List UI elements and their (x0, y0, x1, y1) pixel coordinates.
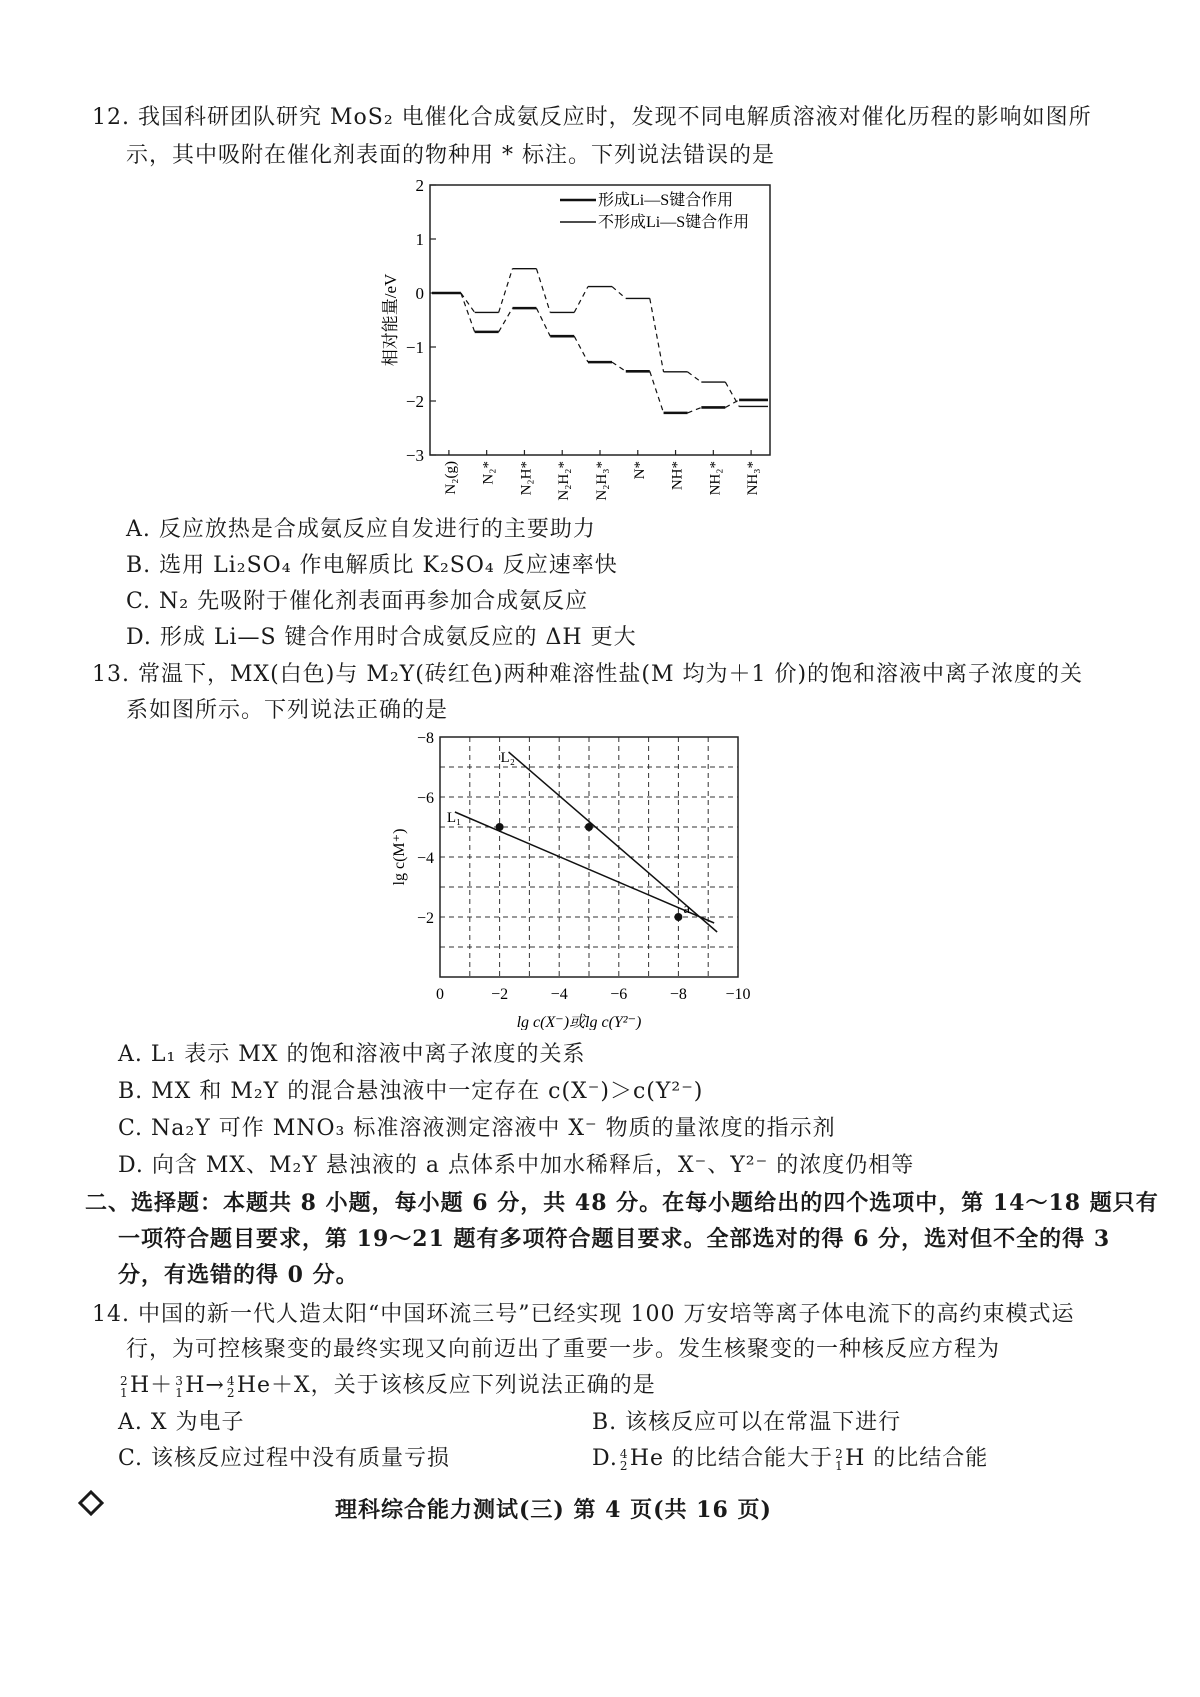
q13-stem-line2: 系如图所示。下列说法正确的是 (126, 698, 449, 723)
series-1-connector (612, 362, 626, 371)
series-2-connector (574, 287, 588, 313)
series-2-connector (536, 269, 550, 313)
line-1-label: L₁ (446, 810, 462, 826)
q13-option-b: B. MX 和 M₂Y 的混合悬浊液中一定存在 c(X⁻)＞c(Y²⁻) (118, 1079, 704, 1104)
series-2-connector (650, 298, 664, 371)
q13-option-c: C. Na₂Y 可作 MNO₃ 标准溶液测定溶液中 X⁻ 物质的量浓度的指示剂 (118, 1116, 836, 1141)
x-tick-label: 0 (436, 986, 444, 1003)
q14-stem-line2: 行，为可控核聚变的最终实现又向前迈出了重要一步。发生核聚变的一种核反应方程为 (126, 1337, 1001, 1362)
y-axis-label: 相对能量/eV (381, 273, 400, 367)
y-tick-label: 2 (415, 176, 424, 195)
q12-option-c: C. N₂ 先吸附于催化剂表面再参加合成氨反应 (126, 589, 589, 614)
x-tick-label: NH₃* (745, 461, 762, 496)
point-label: a (683, 901, 691, 917)
series-2-connector (688, 372, 702, 382)
q14-stem-line3 (118, 1368, 656, 1399)
q12-stem-line1: 12. 我国科研团队研究 MoS₂ 电催化合成氨反应时，发现不同电解质溶液对催化历程的影响如图所 (92, 105, 1092, 130)
x-tick-label: N₂* (480, 461, 497, 485)
x-tick-label: N₂(g) (442, 461, 459, 495)
q12-option-d: D. 形成 Li—S 键合作用时合成氨反应的 ΔH 更大 (126, 625, 637, 650)
q13-option-a: A. L₁ 表示 MX 的饱和溶液中离子浓度的关系 (118, 1042, 586, 1067)
y-tick-label: −3 (405, 446, 424, 465)
x-tick-label: −10 (725, 986, 751, 1003)
y-tick-label: −1 (405, 338, 424, 357)
x-tick-label: −8 (669, 986, 687, 1003)
q13-option-d: D. 向含 MX、M₂Y 悬浊液的 a 点体系中加水稀释后，X⁻、Y²⁻ 的浓度仍相等 (118, 1153, 915, 1178)
x-tick-label: NH* (669, 461, 686, 491)
y-tick-label: −6 (416, 790, 434, 807)
y-axis-label: lg c(M⁺) (391, 828, 408, 886)
legend-label: 不形成Li—S键合作用 (598, 214, 750, 231)
q14-option-d: D. 4 2 He 的比结合能大于 2 1 H 的比结合能 (592, 1446, 989, 1473)
x-tick-label: N₂H* (518, 461, 535, 496)
q12-option-b: B. 选用 Li₂SO₄ 作电解质比 K₂SO₄ 反应速率快 (126, 553, 618, 578)
legend-label: 形成Li—S键合作用 (598, 192, 734, 209)
x-tick-label: N₂H₂* (556, 461, 573, 501)
y-tick-label: −2 (405, 392, 424, 411)
series-1-connector (461, 293, 475, 332)
q14-stem-tail: 关于该核反应下列说法正确的是 (333, 1373, 656, 1398)
x-tick-label: N* (631, 461, 648, 480)
series-2-connector (612, 287, 626, 299)
page-footer: 理科综合能力测试(三) 第 4 页(共 16 页) (335, 1497, 772, 1523)
line-1 (455, 812, 714, 923)
diamond-icon (78, 1490, 104, 1516)
series-1-connector (725, 400, 739, 408)
q12-stem-line2: 示，其中吸附在催化剂表面的物种用 * 标注。下列说法错误的是 (126, 143, 775, 168)
series-1-connector (574, 336, 588, 362)
series-1-connector (499, 308, 513, 332)
series-2-connector (725, 382, 739, 406)
line-2-label: L₂ (500, 750, 515, 766)
q14-option-b: B. 该核反应可以在常温下进行 (592, 1410, 902, 1435)
y-tick-label: −8 (416, 730, 434, 747)
y-tick-label: 0 (415, 284, 424, 303)
q14-stem-line1: 14. 中国的新一代人造太阳“中国环流三号”已经实现 100 万安培等离子体电流下的高约束模式运 (92, 1302, 1075, 1327)
q14-option-c: C. 该核反应过程中没有质量亏损 (118, 1446, 451, 1471)
x-tick-label: NH₂* (707, 461, 724, 496)
q13-stem-line1: 13. 常温下，MX(白色)与 M₂Y(砖红色)两种难溶性盐(M 均为＋1 价)的饱和溶液中离子浓度的关 (92, 662, 1084, 687)
section2-instructions-line3: 分，有选错的得 0 分。 (118, 1262, 359, 1288)
series-1-connector (536, 308, 550, 336)
q14-option-d-mid: He 的比结合能大于 (629, 1446, 834, 1471)
x-tick-label: −2 (491, 986, 509, 1003)
series-1-connector (688, 407, 702, 412)
series-1-connector (650, 371, 664, 413)
q12-option-a: A. 反应放热是合成氨反应自发进行的主要助力 (126, 517, 596, 542)
solubility-chart (380, 725, 780, 1030)
data-point (585, 823, 593, 831)
energy-profile-chart (370, 175, 790, 505)
section2-instructions-line1: 二、选择题：本题共 8 小题，每小题 6 分，共 48 分。在每小题给出的四个选项中，第 14～18 题只有 (85, 1190, 1159, 1216)
y-tick-label: −4 (416, 850, 434, 867)
x-axis-label: lg c(X⁻)或lg c(Y²⁻) (516, 1014, 642, 1030)
y-tick-label: 1 (415, 230, 424, 249)
q14-option-d-label: D. (592, 1446, 618, 1471)
y-tick-label: −2 (416, 910, 434, 927)
data-point (674, 913, 682, 921)
q14-option-d-end: H 的比结合能 (845, 1446, 989, 1471)
series-2-connector (499, 269, 513, 313)
nuclear-equation: 2 1 H＋ 3 1 H→ 4 2 He＋X， (120, 1373, 334, 1400)
data-point (496, 823, 504, 831)
q14-option-a: A. X 为电子 (118, 1410, 245, 1435)
x-tick-label: −4 (550, 986, 568, 1003)
series-2-connector (461, 293, 475, 312)
section2-instructions-line2: 一项符合题目要求，第 19～21 题有多项符合题目要求。全部选对的得 6 分，选对但不全的得 3 (118, 1226, 1111, 1252)
x-tick-label: N₂H₃* (594, 461, 610, 501)
x-tick-label: −6 (610, 986, 628, 1003)
